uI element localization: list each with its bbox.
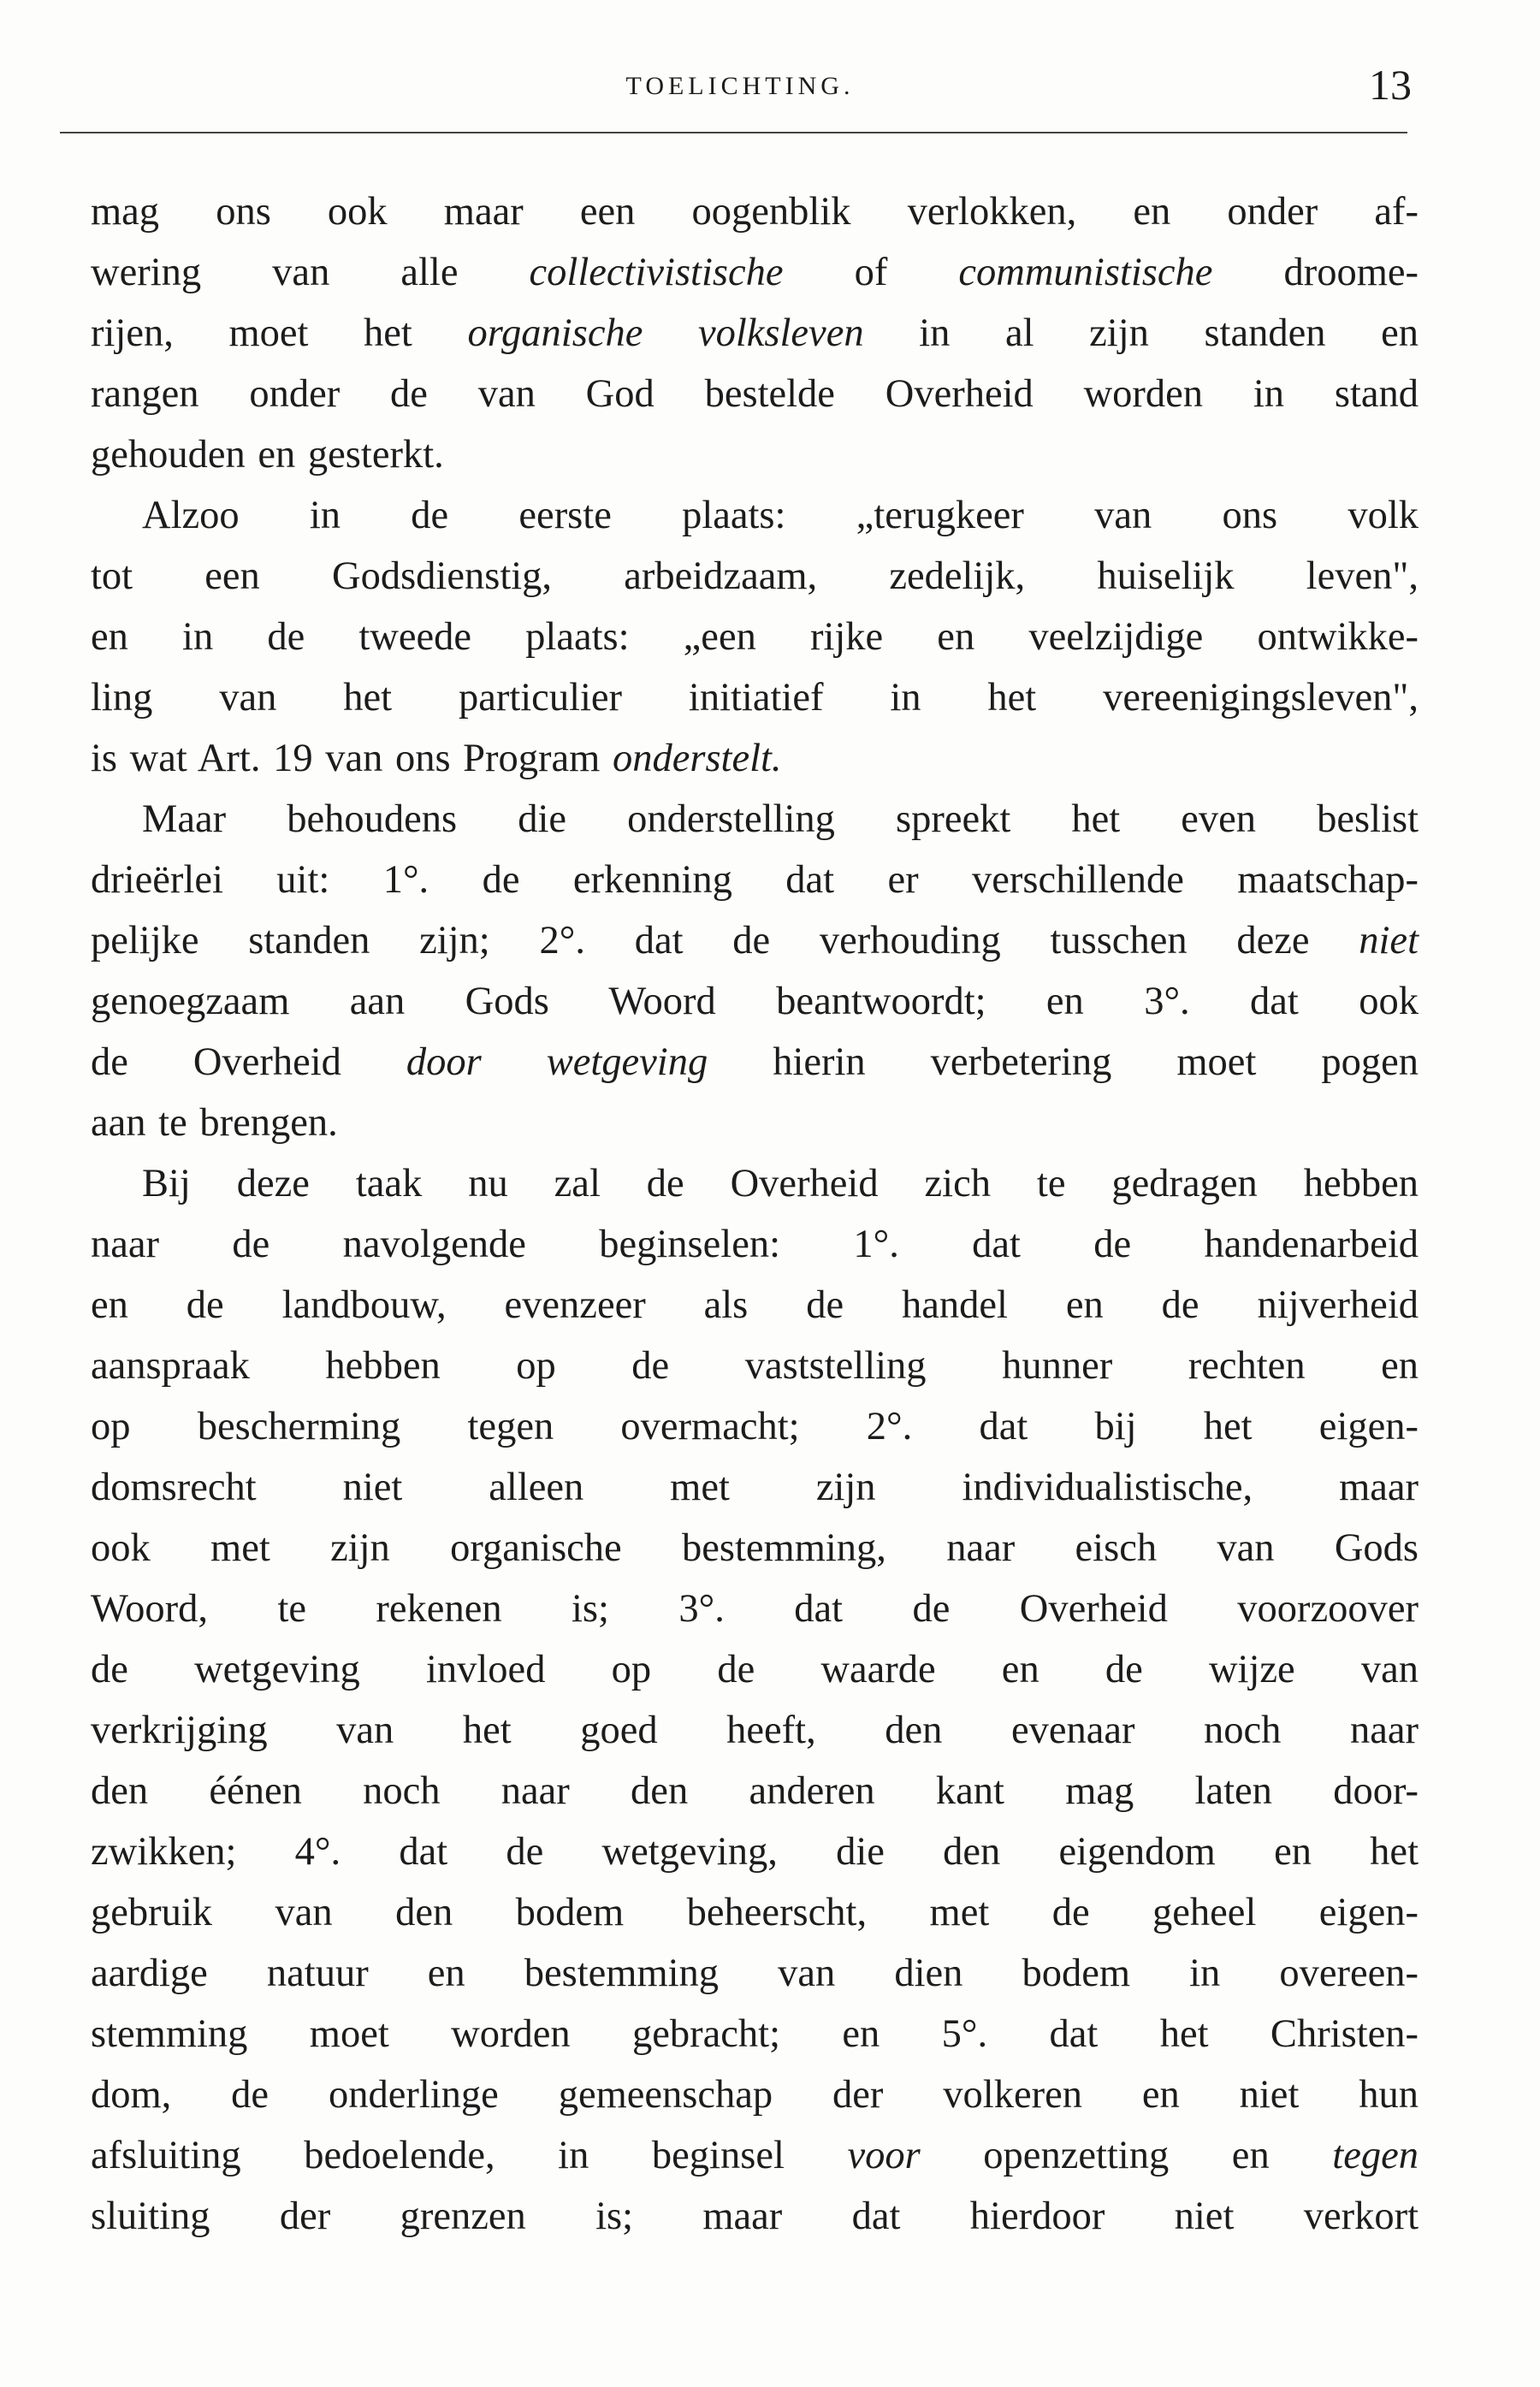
text-line <box>91 1882 1419 1943</box>
text-line <box>91 728 1419 789</box>
italic-text: tegen <box>1332 2134 1419 2177</box>
text-line <box>91 667 1419 728</box>
text-segment: verkrijging van het goed heeft, den evenaar noch naar <box>91 1709 1419 1752</box>
text-line <box>91 1093 1419 1153</box>
italic-text: onderstelt. <box>612 737 782 780</box>
text-segment: wering van alle <box>91 251 530 294</box>
text-segment: is wat Art. 19 van ons Program <box>91 737 613 780</box>
text-segment: en in de tweede plaats: „een rijke en veelzijdige ontwikke- <box>91 615 1419 659</box>
text-line <box>91 2064 1419 2125</box>
running-title: TOELICHTING. <box>625 72 855 100</box>
text-segment: in al zijn standen en <box>863 311 1419 355</box>
text-line <box>91 2004 1419 2064</box>
text-line <box>91 364 1419 424</box>
text-segment: droome- <box>1212 251 1419 294</box>
text-segment: rijen, moet het <box>91 311 468 355</box>
text-segment: en de landbouw, evenzeer als de handel en de nijverheid <box>91 1283 1419 1327</box>
text-line <box>91 424 1419 485</box>
text-line <box>91 607 1419 667</box>
text-line <box>91 546 1419 607</box>
text-segment: tot een Godsdienstig, arbeidzaam, zedelijk, huiselijk leven", <box>91 554 1419 598</box>
text-segment: drieërlei uit: 1°. de erkenning dat er verschillende maatschap- <box>91 858 1419 902</box>
text-line <box>91 1214 1419 1275</box>
text-segment: dom, de onderlinge gemeenschap der volkeren en niet hun <box>91 2073 1419 2117</box>
text-line <box>91 1275 1419 1336</box>
text-segment: den éénen noch naar den anderen kant mag laten door- <box>91 1769 1419 1813</box>
text-segment: mag ons ook maar een oogenblik verlokken, en onder af- <box>91 190 1419 234</box>
text-line <box>91 971 1419 1032</box>
text-segment: ling van het particulier initiatief in het vereenigingsleven", <box>91 676 1419 720</box>
text-line <box>91 181 1419 242</box>
italic-text: organische volksleven <box>467 311 864 355</box>
text-segment: aardige natuur en bestemming van dien bodem in overeen- <box>91 1952 1419 1995</box>
text-segment: domsrecht niet alleen met zijn individualistische, maar <box>91 1466 1419 1509</box>
running-head <box>60 60 1420 120</box>
text-line <box>91 789 1419 850</box>
italic-text: niet <box>1359 919 1419 962</box>
text-segment: openzetting en <box>920 2134 1333 2177</box>
body-text <box>91 181 1419 2247</box>
text-segment: gebruik van den bodem beheerscht, met de geheel eigen- <box>91 1891 1419 1934</box>
text-segment: naar de navolgende beginselen: 1°. dat de handenarbeid <box>91 1223 1419 1266</box>
text-segment: Woord, te rekenen is; 3°. dat de Overheid voorzoover <box>91 1587 1419 1631</box>
text-segment: rangen onder de van God bestelde Overheid worden in stand <box>91 372 1419 416</box>
text-line <box>91 850 1419 910</box>
text-line <box>91 242 1419 303</box>
text-segment: aanspraak hebben op de vaststelling hunner rechten en <box>91 1344 1419 1388</box>
text-line <box>91 1578 1419 1639</box>
text-line <box>91 1821 1419 1882</box>
text-segment: Maar behoudens die onderstelling spreekt het even beslist <box>142 797 1419 841</box>
text-segment: genoegzaam aan Gods Woord beantwoordt; en 3°. dat ook <box>91 980 1419 1023</box>
text-line <box>91 1032 1419 1093</box>
text-line <box>91 1153 1419 1214</box>
text-segment: zwikken; 4°. dat de wetgeving, die den eigendom en het <box>91 1830 1419 1874</box>
text-segment: afsluiting bedoelende, in beginsel <box>91 2134 848 2177</box>
header-rule <box>60 132 1407 133</box>
italic-text: communistische <box>958 251 1213 294</box>
italic-text: collectivistische <box>529 251 784 294</box>
italic-text: door wetgeving <box>406 1040 708 1084</box>
text-line <box>91 1639 1419 1700</box>
text-segment: de Overheid <box>91 1040 406 1084</box>
text-segment: hierin verbetering moet pogen <box>708 1040 1419 1084</box>
text-segment: stemming moet worden gebracht; en 5°. dat het Christen- <box>91 2012 1419 2056</box>
text-segment: de wetgeving invloed op de waarde en de wijze van <box>91 1648 1419 1691</box>
text-line <box>91 1761 1419 1821</box>
text-line <box>91 1396 1419 1457</box>
text-segment: pelijke standen zijn; 2°. dat de verhouding tusschen deze <box>91 919 1359 962</box>
italic-text: voor <box>847 2134 921 2177</box>
text-line <box>91 910 1419 971</box>
text-segment: ook met zijn organische bestemming, naar eisch van Gods <box>91 1526 1419 1570</box>
text-segment: sluiting der grenzen is; maar dat hierdoor niet verkort <box>91 2194 1419 2238</box>
text-line <box>91 303 1419 364</box>
text-line <box>91 485 1419 546</box>
text-segment: Alzoo in de eerste plaats: „terugkeer van ons volk <box>142 494 1419 537</box>
text-segment: of <box>783 251 959 294</box>
text-line <box>91 1700 1419 1761</box>
text-segment: op bescherming tegen overmacht; 2°. dat bij het eigen- <box>91 1405 1419 1448</box>
text-segment: Bij deze taak nu zal de Overheid zich te gedragen hebben <box>142 1162 1419 1205</box>
text-line <box>91 2186 1419 2247</box>
text-line <box>91 1943 1419 2004</box>
text-line <box>91 2125 1419 2186</box>
text-line <box>91 1518 1419 1578</box>
text-segment: gehouden en gesterkt. <box>91 433 444 477</box>
text-line <box>91 1457 1419 1518</box>
page-number: 13 <box>1369 61 1412 109</box>
text-segment: aan te brengen. <box>91 1101 338 1145</box>
text-line <box>91 1336 1419 1396</box>
